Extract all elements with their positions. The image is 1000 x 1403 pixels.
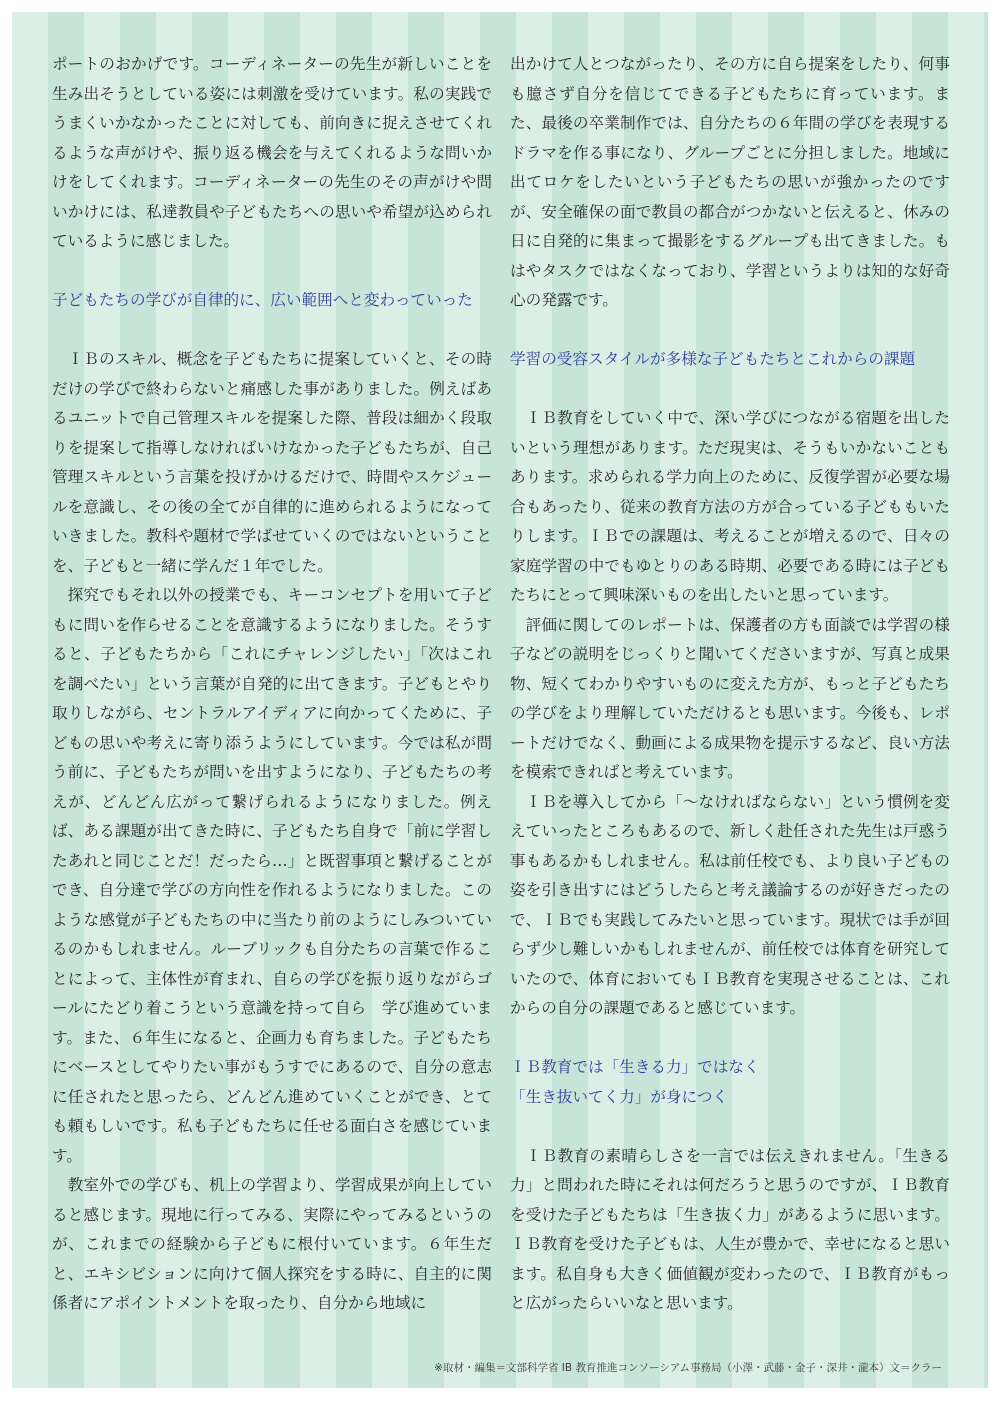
section-heading: 学習の受容スタイルが多様な子どもたちとこれからの課題 — [510, 350, 916, 368]
paragraph: 出かけて人とつながったり、その方に自ら提案をしたり、何事も臆さず自分を信じてできる子どもたちに育っています。また、最後の卒業制作では、自分たちの６年間の学びを表現するドラマを作る事になり、グループごとに分担しました。地域に出てロケをしたいという子どもたちの思いが強かったのですが、安全確保の面で教員の都合がつかないと伝えると、休みの日に自発的に集まって撮影をするグループも出てきました。もはやタスクではなくなっており、学習というよりは知的な好奇心の発露です。 — [510, 55, 950, 309]
paragraph: 探究でもそれ以外の授業でも、キーコンセプトを用いて子どもに問いを作らせることを意識するようになりました。そうすると、子どもたちから「これにチャレンジしたい」「次はこれを調べたい」という言葉が自発的に出てきます。子どもとやり取りしながら、セントラルアイディアに向かってくために、子どもの思いや考えに寄り添うようにしています。今では私が問う前に、子どもたちが問いを出すようになり、子どもたちの考えが、どんどん広がって繋げられるようになりました。例えば、ある課題が出てきた時に、子どもたち自身で「前に学習したあれと同じことだ！だったら…」と既習事項と繋げることができ、自分達で学びの方向性を作れるようになりました。このような感覚が子どもたちの中に当たり前のようにしみついているのかもしれません。ルーブリックも自分たちの言葉で作ることによって、主体性が育まれ、自らの学びを振り返りながらゴールにたどり着こうという意識を持って自ら 学び進めています。また、６年生になると、企画力も育ちました。子どもたちにベースとしてやりたい事がもうすでにあるので、自分の意志に任されたと思ったら、どんどん進めていくことができ、とても頼もしいです。私も子どもたちに任せる面白さを感じています。 — [52, 586, 492, 1165]
paragraph: ＩＢ教育の素晴らしさを一言では伝えきれません。「生きる力」と問われた時にそれは何だろうと思うのですが、ＩＢ教育を受けた子どもたちは「生き抜く力」があるように思います。ＩＢ教育を受けた子どもは、人生が豊かで、幸せになると思います。私自身も大きく価値観が変わったので、ＩＢ教育がもっと広がったらいいなと思います。 — [510, 1146, 950, 1312]
paragraph: ＩＢ教育をしていく中で、深い学びにつながる宿題を出したいという理想があります。ただ現実は、そうもいかないこともあります。求められる学力向上のために、反復学習が必要な場合もあったり、従来の教育方法の方が合っている子どももいたりします。ＩＢでの課題は、考えることが増えるので、日々の家庭学習の中でもゆとりのある時期、必要である時には子どもたちにとって興味深いものを出したいと思っています。 — [510, 409, 950, 604]
paragraph: ＩＢのスキル、概念を子どもたちに提案していくと、その時だけの学びで終わらないと痛感した事がありました。例えばあるユニットで自己管理スキルを提案した際、普段は細かく段取りを提案して指導しなければいけなかった子どもたちが、自己管理スキルという言葉を投げかけるだけで、時間やスケジュールを意識し、その後の全てが自律的に進められるようになっていきました。教科や題材で学ばせていくのではないということを、子どもと一緒に学んだ１年でした。 — [52, 350, 492, 575]
section-heading-line2: 「生き抜いてく力」が身につく — [510, 1087, 729, 1106]
paragraph: ポートのおかげです。コーディネーターの先生が新しいことを生み出そうとしている姿には刺激を受けています。私の実践でうまくいかなかったことに対しても、前向きに捉えさせてくれるような声がけや、振り返る機会を与えてくれるような問いかけをしてくれます。コーディネーターの先生のその声がけや問いかけには、私達教員や子どもたちへの思いや希望が込められているように感じました。 — [52, 55, 492, 250]
left-column — [52, 50, 492, 1319]
section-heading-line1: ＩＢ教育では「生きる力」ではなく — [510, 1058, 760, 1076]
section-heading: 子どもたちの学びが自律的に、広い範囲へと変わっていった — [52, 291, 473, 309]
credit-footer: ※取材・編集＝文部科学省 IB 教育推進コンソーシアム事務局（小澤・武藤・金子・深井・瀧本）文＝クラー — [434, 1362, 942, 1374]
paragraph: ＩＢを導入してから「〜なければならない」という慣例を変えていったところもあるので、新しく赴任された先生は戸惑う事もあるかもしれません。私は前任校でも、より良い子どもの姿を引き出すにはどうしたらと考え議論するのが好きだったので、ＩＢでも実践してみたいと思っています。現状では手が回らず少し難しいかもしれませんが、前任校では体育を研究していたので、体育においてもＩＢ教育を実現させることは、これからの自分の課題であると感じています。 — [510, 792, 950, 1017]
paragraph: 教室外での学びも、机上の学習より、学習成果が向上していると感じます。現地に行ってみる、実際にやってみるというのが、これまでの経験から子どもに根付いています。６年生だと、エキシビションに向けて個人探究をする時に、自主的に関係者にアポイントメントを取ったり、自分から地域に — [52, 1176, 492, 1312]
paragraph: 評価に関してのレポートは、保護者の方も面談では学習の様子などの説明をじっくりと聞いてくださいますが、写真と成果物、短くてわかりやすいものに変えた方が、もっと子どもたちの学びをより理解していただけるとも思います。今後も、レポートだけでなく、動画による成果物を提示するなど、良い方法を模索できればと考えています。 — [510, 615, 950, 781]
right-column — [510, 50, 950, 1319]
